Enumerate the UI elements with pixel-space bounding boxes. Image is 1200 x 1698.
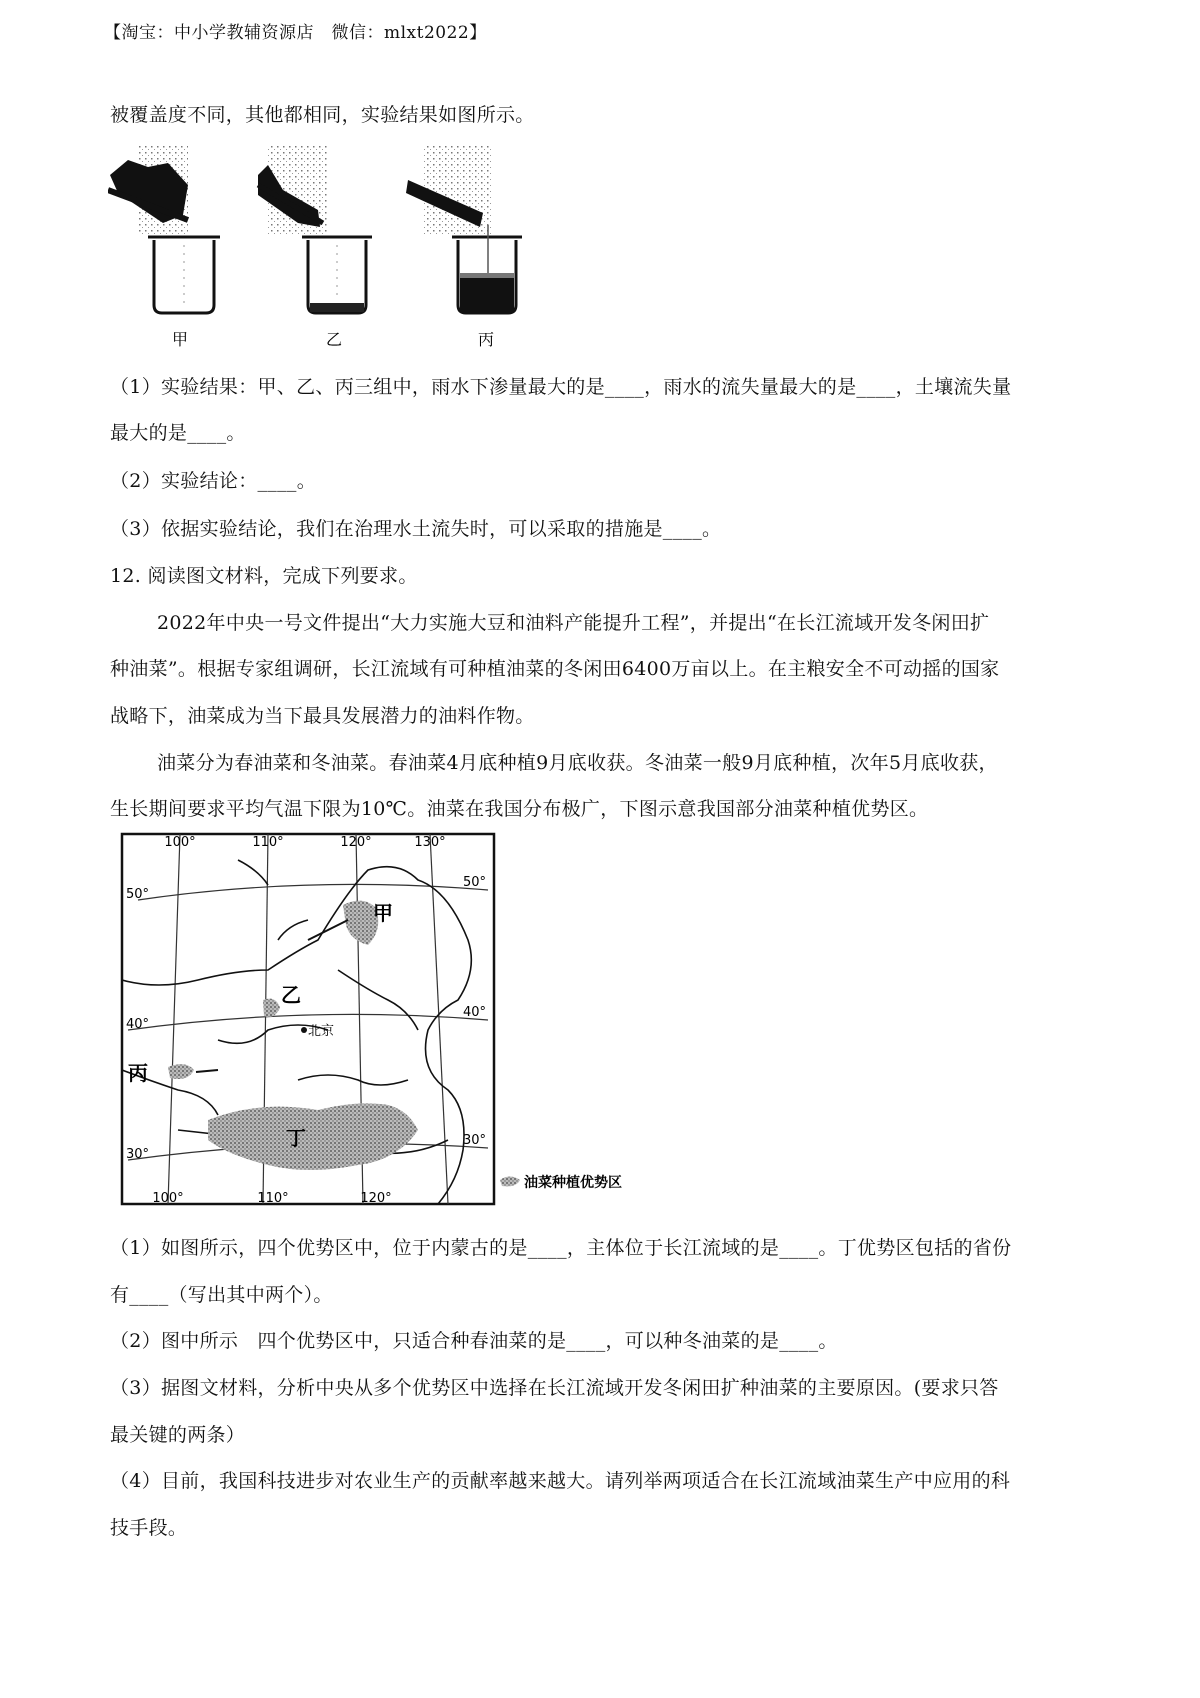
q12-sub3-line2: 最关键的两条） <box>110 1424 246 1446</box>
lat-right-30: 30° <box>462 1133 486 1148</box>
map-legend <box>500 1174 622 1191</box>
legend-label: 油菜种植优势区 <box>524 1175 622 1191</box>
q11-intro: 被覆盖度不同，其他都相同，实验结果如图所示。 <box>110 104 535 126</box>
lon-bottom-100: 100° <box>152 1191 184 1206</box>
city-beijing-label: 北京 <box>308 1024 335 1039</box>
slope-jia <box>108 145 188 235</box>
lon-top-110: 110° <box>252 835 284 850</box>
q12-sub4-line2: 技手段。 <box>110 1517 188 1539</box>
slope-yi <box>258 145 328 235</box>
q11-sub3: （3）依据实验结论，我们在治理水土流失时，可以采取的措施是____。 <box>110 518 722 540</box>
page-header: 【淘宝：中小学教辅资源店 微信：mlxt2022】 <box>104 23 487 43</box>
lat-left-30: 30° <box>126 1147 150 1162</box>
label-bing: 丙 <box>477 330 495 349</box>
lat-left-40: 40° <box>126 1017 150 1032</box>
lat-right-40: 40° <box>462 1005 486 1020</box>
label-jia: 甲 <box>171 330 189 349</box>
q12-sub1-line1: （1）如图所示，四个优势区中，位于内蒙古的是____，主体位于长江流域的是____。丁优势区包括的省份 <box>110 1237 1012 1259</box>
q11-sub1-line2: 最大的是____。 <box>110 422 246 444</box>
q12-sub3-line1: （3）据图文材料，分析中央从多个优势区中选择在长江流域开发冬闲田扩种油菜的主要原因。(要求只答 <box>110 1377 999 1399</box>
q11-sub1-line1: （1）实验结果：甲、乙、丙三组中，雨水下渗量最大的是____，雨水的流失量最大的是____，土壤流失量 <box>110 376 1012 398</box>
q12-sub1-line2: 有____（写出其中两个）。 <box>110 1284 333 1306</box>
q12-para1-line2: 种油菜”。根据专家组调研，长江流域有可种植油菜的冬闲田6400万亩以上。在主粮安全不可动摇的国家 <box>110 658 1000 680</box>
q12-para1-line1: 2022年中央一号文件提出“大力实施大豆和油料产能提升工程”，并提出“在长江流域开发冬闲田扩 <box>157 612 990 634</box>
q11-sub2: （2）实验结论：____。 <box>110 470 316 492</box>
region-yi-label: 乙 <box>281 983 301 1007</box>
label-yi: 乙 <box>325 330 343 349</box>
lon-bottom-110: 110° <box>257 1191 289 1206</box>
beaker-bing <box>452 225 522 313</box>
rapeseed-map <box>118 830 648 1210</box>
slope-bing <box>406 145 493 235</box>
lat-left-50: 50° <box>126 887 150 902</box>
lon-top-130: 130° <box>414 835 446 850</box>
q12-title: 12. 阅读图文材料，完成下列要求。 <box>110 565 418 587</box>
lon-bottom-120: 120° <box>360 1191 392 1206</box>
region-bing-label: 丙 <box>128 1061 148 1085</box>
beaker-yi <box>302 237 372 313</box>
experiment-figure <box>108 145 568 355</box>
lon-top-100: 100° <box>164 835 196 850</box>
q12-sub2: （2）图中所示 四个优势区中，只适合种春油菜的是____，可以种冬油菜的是____。 <box>110 1330 838 1352</box>
q12-para2-line2: 生长期间要求平均气温下限为10℃。油菜在我国分布极广，下图示意我国部分油菜种植优势区。 <box>110 798 929 820</box>
region-ding-label: 丁 <box>286 1126 306 1150</box>
lon-top-120: 120° <box>340 835 372 850</box>
q12-sub4-line1: （4）目前，我国科技进步对农业生产的贡献率越来越大。请列举两项适合在长江流域油菜生产中应用的科 <box>110 1470 1011 1492</box>
beaker-jia <box>148 237 220 313</box>
region-jia-label: 甲 <box>373 901 393 925</box>
q12-para1-line3: 战略下，油菜成为当下最具发展潜力的油料作物。 <box>110 705 535 727</box>
q12-para2-line1: 油菜分为春油菜和冬油菜。春油菜4月底种植9月底收获。冬油菜一般9月底种植，次年5月底收获， <box>157 752 998 774</box>
lat-right-50: 50° <box>462 875 486 890</box>
beijing-dot <box>301 1027 307 1033</box>
